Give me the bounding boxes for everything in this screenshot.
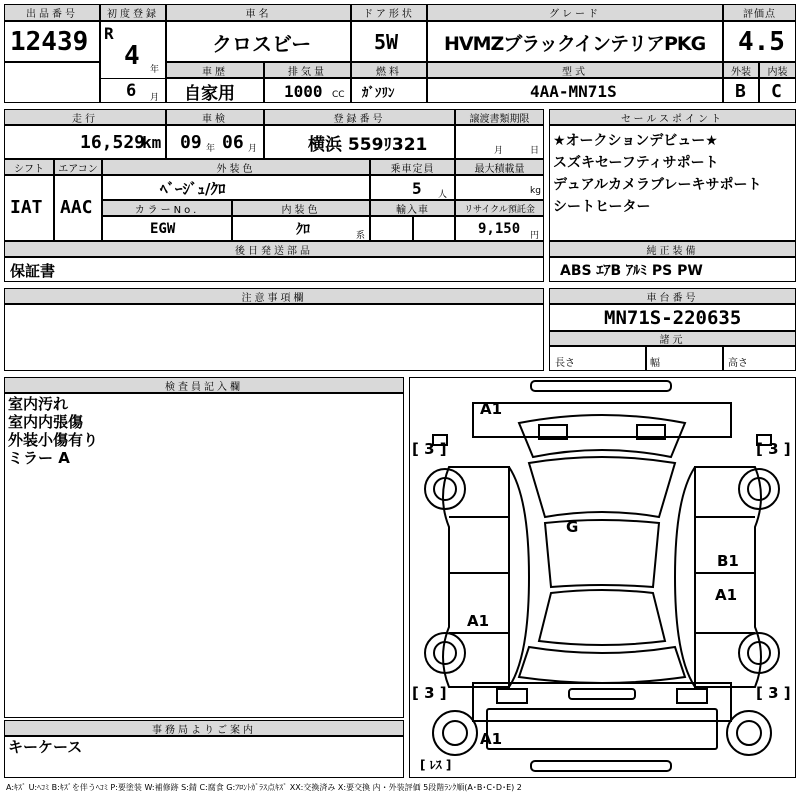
inspector-note: ミラー A	[8, 449, 70, 467]
mileage: 16,529	[80, 131, 146, 153]
mark-right-rear-door: B1	[717, 552, 739, 570]
mark-roof: G	[566, 518, 579, 536]
first-reg-label: 初度登録	[100, 4, 166, 21]
import-label: 輸入車	[370, 200, 455, 216]
mileage-unit: km	[142, 132, 162, 152]
reg-month: 6	[126, 81, 137, 101]
mark-tire-fl: [ 3 ]	[412, 440, 447, 458]
car-diagram	[409, 377, 796, 778]
door-label: ドア形状	[351, 4, 427, 21]
history: 自家用	[184, 83, 235, 104]
max-load-unit: kg	[530, 186, 541, 196]
selling-point: デュアルカメラブレーキサポート	[553, 177, 762, 193]
genuine-label: 純正装備	[549, 241, 796, 257]
ac-label: エアコン	[54, 159, 102, 175]
interior-label: 内装	[759, 62, 796, 78]
selling-points-list	[553, 130, 761, 218]
mark-left-quarter: A1	[467, 612, 490, 630]
ext-color-label: 外装色	[102, 159, 370, 175]
mark-rear-bumper: A1	[480, 730, 503, 748]
inspector-note: 室内内張傷	[8, 413, 84, 431]
displacement: 1000	[284, 81, 323, 101]
chassis-label: 車台番号	[549, 288, 796, 304]
width-label: 幅	[650, 358, 660, 369]
inspector-note: 室内汚れ	[8, 395, 69, 413]
ext-color: ﾍﾞｰｼﾞｭ/ｸﾛ	[160, 179, 226, 198]
later-parts-cell	[4, 257, 544, 282]
damage-legend: A:ｷｽﾞ U:ﾍｺﾐ B:ｷｽﾞを伴うﾍｺﾐ P:要塗装 W:補修跡 S:錆 C:腐食 G:ﾌﾛﾝﾄｶﾞﾗｽ点ｷｽﾞ XX:交換済み X:要交換 内・外装評価 5段階ﾗﾝｸ順(A･B･C･D･E) 2	[6, 783, 522, 792]
car-name: クロスビー	[212, 31, 312, 56]
color-no: EGW	[150, 221, 176, 237]
mark-tire-fr: [ 3 ]	[756, 440, 791, 458]
shift-label: シフト	[4, 159, 54, 175]
height-label: 高さ	[728, 358, 748, 369]
plate-label: 登録番号	[264, 109, 455, 125]
later-parts-label: 後日発送部品	[4, 241, 544, 257]
score: 4.5	[738, 27, 785, 57]
length-label: 長さ	[555, 358, 575, 369]
lot-no-label: 出品番号	[4, 4, 100, 21]
door-type: 5W	[374, 30, 399, 54]
capacity: 5	[412, 178, 422, 198]
recycle-label: リサイクル預託金	[455, 200, 544, 216]
fuel: ｶﾞｿﾘﾝ	[362, 85, 395, 101]
reg-year: 4	[124, 41, 140, 71]
exterior-grade: B	[735, 80, 746, 102]
mark-right-quarter: A1	[715, 586, 738, 604]
inspection-label: 車検	[166, 109, 264, 125]
insp-month: 06	[222, 131, 244, 153]
insp-year-unit: 年	[206, 144, 216, 154]
capacity-unit: 人	[438, 190, 448, 200]
office-label: 事務局よりご案内	[4, 720, 404, 736]
mark-front-bumper: A1	[480, 400, 503, 418]
int-color-label: 内装色	[232, 200, 370, 216]
car-name-label: 車名	[166, 4, 351, 21]
mark-tire-rr: [ 3 ]	[756, 684, 791, 702]
interior-grade: C	[771, 80, 782, 102]
ac: AAC	[60, 196, 93, 218]
era: R	[104, 23, 114, 43]
int-color: ｸﾛ	[296, 222, 310, 238]
office-text: キーケース	[8, 738, 83, 756]
fuel-label: 燃料	[351, 62, 427, 78]
score-label: 評価点	[723, 4, 796, 21]
selling-point: ★オークションデビュー★	[553, 133, 718, 149]
inspector-label: 検査員記入欄	[4, 377, 404, 393]
displacement-label: 排気量	[264, 62, 351, 78]
spec-label: 諸元	[549, 331, 796, 346]
displacement-unit: CC	[332, 90, 345, 100]
later-parts: 保証書	[10, 261, 56, 280]
transfer-label: 譲渡書類期限	[455, 109, 544, 125]
ext-color-cell	[102, 175, 370, 200]
max-load-label: 最大積載量	[455, 159, 544, 175]
grade: HVMZブラックインテリアPKG	[444, 32, 706, 55]
selling-points-label: セールスポイント	[549, 109, 796, 125]
model-label: 型式	[427, 62, 723, 78]
shift: IAT	[10, 196, 43, 218]
mileage-label: 走行	[4, 109, 166, 125]
exterior-label: 外装	[723, 62, 759, 78]
grade-label: グレード	[427, 4, 723, 21]
chassis-number: MN71S-220635	[604, 307, 742, 329]
inspector-notes	[8, 395, 98, 467]
mark-tire-rl: [ 3 ]	[412, 684, 447, 702]
caution-label: 注意事項欄	[4, 288, 544, 304]
transfer-month-unit: 月	[494, 146, 504, 156]
reg-month-unit: 月	[150, 93, 160, 103]
insp-month-unit: 月	[248, 144, 258, 154]
capacity-label: 乗車定員	[370, 159, 455, 175]
lot-blank-cell	[4, 62, 100, 103]
caution-cell	[4, 304, 544, 371]
history-label: 車歴	[166, 62, 264, 78]
plate: 横浜 559ﾘ321	[308, 134, 428, 155]
import-cell-divider	[412, 216, 414, 241]
recycle-unit: 円	[530, 231, 540, 241]
int-color-unit: 系	[356, 231, 366, 241]
color-no-label: カラーNo.	[102, 200, 232, 216]
lot-no: 12439	[10, 27, 89, 57]
inspector-note: 外装小傷有り	[8, 431, 99, 449]
insp-year: 09	[180, 131, 202, 153]
transfer-day-unit: 日	[530, 146, 540, 156]
recycle-fee: 9,150	[478, 221, 521, 237]
genuine-equipment: ABS ｴｱB ｱﾙﾐ PS PW	[560, 263, 703, 279]
selling-point: スズキセーフティサポート	[553, 155, 719, 171]
reg-year-unit: 年	[150, 65, 160, 75]
model: 4AA-MN71S	[530, 81, 617, 101]
mark-spare: [ ﾚｽ ]	[420, 758, 452, 772]
selling-point: シートヒーター	[553, 199, 651, 215]
